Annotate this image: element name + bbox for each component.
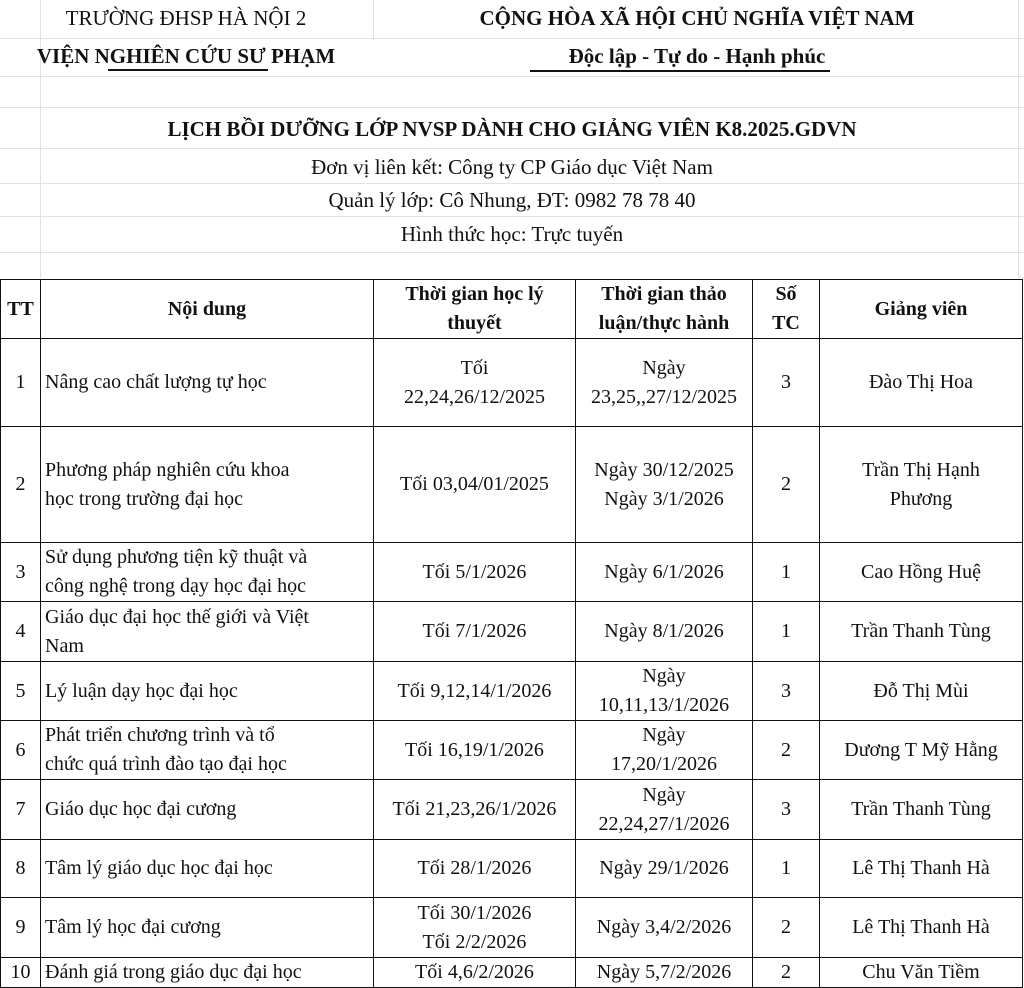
row-number: 10 — [1, 958, 41, 988]
row-credits: 2 — [753, 427, 820, 543]
row-practice-time-line: Ngày — [642, 356, 686, 379]
row-lecturer-line: Trần Thanh Tùng — [851, 798, 991, 820]
col-header-theory-line: thuyết — [447, 312, 502, 334]
schedule-table — [0, 279, 1023, 988]
row-theory-time-line: 22,24,26/12/2025 — [403, 385, 546, 408]
row-lecturer — [820, 339, 1023, 427]
col-header-practice-line: Thời gian thảo — [601, 283, 727, 305]
row-number: 9 — [1, 898, 41, 958]
row-practice-time-line: Ngày 29/1/2026 — [599, 857, 729, 879]
row-lecturer-line: Phương — [889, 487, 953, 510]
row-content-line: Phát triển chương trình và tổ — [45, 724, 275, 746]
row-content-line: Giáo dục học đại cương — [45, 798, 237, 820]
institute-underline — [108, 69, 268, 71]
row-theory-time — [374, 602, 576, 662]
row-lecturer — [820, 721, 1023, 780]
row-theory-time — [374, 840, 576, 898]
row-content — [41, 339, 374, 427]
row-number: 1 — [1, 339, 41, 427]
row-practice-time — [576, 543, 753, 602]
row-lecturer-line: Đào Thị Hoa — [868, 371, 974, 393]
row-content — [41, 780, 374, 840]
row-practice-time-line: Ngày 5,7/2/2026 — [596, 961, 732, 983]
row-practice-time-line: Ngày 3,4/2/2026 — [596, 916, 732, 938]
row-theory-time-line: Tối 4,6/2/2026 — [415, 961, 534, 983]
partner-line: Đơn vị liên kết: Công ty CP Giáo dục Việt Nam — [311, 155, 713, 179]
col-header-practice — [576, 280, 753, 339]
row-content — [41, 898, 374, 958]
row-content-line: chức quá trình đào tạo đại học — [45, 753, 287, 775]
table-header-row — [1, 280, 1023, 339]
row-practice-time — [576, 721, 753, 780]
school-name: TRƯỜNG ĐHSP HÀ NỘI 2 — [65, 6, 307, 30]
row-practice-time — [576, 958, 753, 988]
row-theory-time — [374, 958, 576, 988]
country-name: CỘNG HÒA XÃ HỘI CHỦ NGHĨA VIỆT NAM — [479, 6, 915, 30]
row-content-line: công nghệ trong dạy học đại học — [45, 575, 307, 597]
row-content — [41, 602, 374, 662]
row-practice-time-line: Ngày — [642, 783, 686, 806]
row-lecturer-line: Trần Thị Hạnh — [862, 458, 980, 481]
row-content — [41, 840, 374, 898]
motto: Độc lập - Tự do - Hạnh phúc — [568, 44, 826, 68]
row-practice-time-line: 22,24,27/1/2026 — [598, 812, 730, 835]
mode-line: Hình thức học: Trực tuyến — [400, 222, 624, 246]
row-number: 2 — [1, 427, 41, 543]
row-lecturer — [820, 840, 1023, 898]
row-credits: 1 — [753, 602, 820, 662]
document-title: LỊCH BỒI DƯỠNG LỚP NVSP DÀNH CHO GIẢNG VIÊN K8.2025.GDVN — [167, 117, 857, 141]
col-header-credits-line: TC — [772, 312, 800, 334]
row-practice-time-line: Ngày 8/1/2026 — [604, 620, 724, 642]
schedule-body — [1, 339, 1023, 988]
row-practice-time — [576, 339, 753, 427]
row-content — [41, 427, 374, 543]
row-theory-time — [374, 427, 576, 543]
row-practice-time-line: Ngày 6/1/2026 — [604, 560, 724, 583]
row-lecturer-line: Dương T Mỹ Hằng — [844, 738, 998, 761]
row-lecturer — [820, 898, 1023, 958]
row-lecturer-line: Chu Văn Tiềm — [862, 961, 980, 983]
row-theory-time-line: Tối 7/1/2026 — [422, 620, 527, 642]
row-lecturer — [820, 958, 1023, 988]
row-lecturer-line: Đỗ Thị Mùi — [873, 679, 969, 702]
row-content — [41, 721, 374, 780]
row-practice-time — [576, 602, 753, 662]
row-lecturer — [820, 427, 1023, 543]
table-row — [1, 602, 1023, 662]
motto-underline — [530, 70, 830, 72]
row-theory-time-line: Tối — [460, 356, 489, 379]
row-practice-time-line: Ngày — [642, 665, 686, 687]
table-row — [1, 780, 1023, 840]
row-theory-time-line: Tối 9,12,14/1/2026 — [397, 679, 552, 702]
table-row — [1, 662, 1023, 721]
row-theory-time — [374, 339, 576, 427]
table-row — [1, 721, 1023, 780]
col-header-tt: TT — [1, 280, 41, 339]
row-content-line: Phương pháp nghiên cứu khoa — [45, 458, 290, 481]
table-row — [1, 958, 1023, 988]
row-practice-time — [576, 427, 753, 543]
row-number: 8 — [1, 840, 41, 898]
row-content — [41, 662, 374, 721]
row-practice-time-line: 17,20/1/2026 — [610, 753, 718, 775]
row-credits: 2 — [753, 898, 820, 958]
row-lecturer-line: Lê Thị Thanh Hà — [852, 916, 990, 938]
row-lecturer — [820, 602, 1023, 662]
col-header-credits — [753, 280, 820, 339]
row-theory-time-line: Tối 5/1/2026 — [422, 560, 527, 583]
row-credits: 1 — [753, 543, 820, 602]
row-theory-time — [374, 721, 576, 780]
institute-name: VIỆN NGHIÊN CỨU SƯ PHẠM — [36, 44, 336, 68]
row-practice-time — [576, 662, 753, 721]
row-content-line: Sử dụng phương tiện kỹ thuật và — [45, 546, 308, 568]
table-row — [1, 840, 1023, 898]
row-number: 4 — [1, 602, 41, 662]
col-header-theory — [374, 280, 576, 339]
row-credits: 3 — [753, 780, 820, 840]
manager-line: Quản lý lớp: Cô Nhung, ĐT: 0982 78 78 40 — [328, 188, 696, 212]
row-theory-time — [374, 543, 576, 602]
table-row — [1, 543, 1023, 602]
row-theory-time-line: Tối 21,23,26/1/2026 — [392, 798, 557, 820]
row-content — [41, 543, 374, 602]
col-header-practice-line: luận/thực hành — [598, 312, 730, 334]
row-practice-time-line: Ngày — [642, 724, 686, 746]
row-content-line: Đánh giá trong giáo dục đại học — [45, 961, 302, 983]
row-practice-time — [576, 898, 753, 958]
row-practice-time-line: 23,25,,27/12/2025 — [590, 385, 738, 408]
row-lecturer — [820, 543, 1023, 602]
row-credits: 2 — [753, 721, 820, 780]
row-credits: 1 — [753, 840, 820, 898]
row-theory-time-line: Tối 28/1/2026 — [417, 857, 532, 879]
table-row — [1, 339, 1023, 427]
row-number: 6 — [1, 721, 41, 780]
row-credits: 3 — [753, 339, 820, 427]
row-practice-time — [576, 780, 753, 840]
row-credits: 2 — [753, 958, 820, 988]
col-header-credits-line: Số — [775, 283, 797, 305]
row-theory-time-line: Tối 30/1/2026 — [417, 901, 532, 924]
row-number: 7 — [1, 780, 41, 840]
row-practice-time-line: 10,11,13/1/2026 — [598, 694, 730, 716]
row-theory-time — [374, 662, 576, 721]
row-theory-time-line: Tối 2/2/2026 — [422, 930, 527, 953]
row-lecturer — [820, 662, 1023, 721]
col-header-theory-line: Thời gian học lý — [405, 283, 544, 305]
row-content-line: học trong trường đại học — [45, 487, 244, 510]
row-content-line: Giáo dục đại học thế giới và Việt — [45, 605, 309, 628]
table-row — [1, 427, 1023, 543]
row-practice-time-line: Ngày 30/12/2025 — [594, 458, 734, 481]
row-content-line: Nam — [45, 634, 84, 657]
row-credits: 3 — [753, 662, 820, 721]
row-theory-time — [374, 898, 576, 958]
row-content — [41, 958, 374, 988]
row-practice-time-line: Ngày 3/1/2026 — [604, 487, 724, 510]
row-content-line: Lý luận dạy học đại học — [45, 679, 238, 702]
row-lecturer-line: Trần Thanh Tùng — [851, 620, 991, 642]
table-row — [1, 898, 1023, 958]
row-lecturer-line: Cao Hồng Huệ — [861, 560, 981, 583]
row-practice-time — [576, 840, 753, 898]
row-number: 5 — [1, 662, 41, 721]
row-lecturer-line: Lê Thị Thanh Hà — [852, 857, 990, 879]
row-theory-time-line: Tối 16,19/1/2026 — [405, 738, 544, 761]
row-number: 3 — [1, 543, 41, 602]
row-theory-time — [374, 780, 576, 840]
col-header-content: Nội dung — [41, 280, 374, 339]
row-content-line: Nâng cao chất lượng tự học — [45, 371, 267, 393]
row-theory-time-line: Tối 03,04/01/2025 — [400, 473, 549, 495]
row-lecturer — [820, 780, 1023, 840]
row-content-line: Tâm lý giáo dục học đại học — [45, 857, 273, 879]
row-content-line: Tâm lý học đại cương — [45, 916, 221, 938]
col-header-lecturer: Giảng viên — [820, 280, 1023, 339]
